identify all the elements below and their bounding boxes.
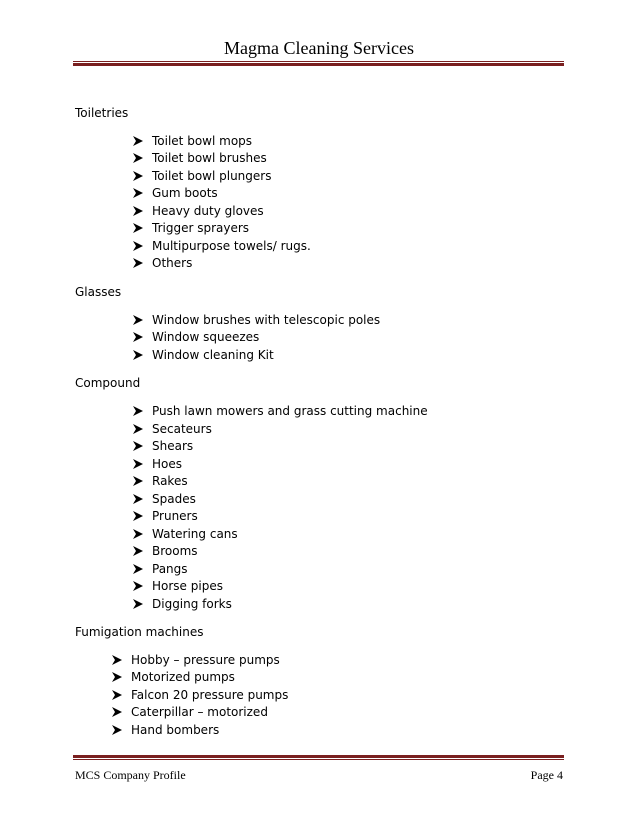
arrow-bullet-icon (132, 170, 144, 182)
list-item: Others (132, 255, 192, 271)
arrow-bullet-icon (132, 475, 144, 487)
list-item: Caterpillar – motorized (111, 704, 268, 720)
arrow-bullet-icon (111, 689, 123, 701)
header-title: Magma Cleaning Services (224, 38, 414, 58)
list-item: Trigger sprayers (132, 220, 249, 236)
list-item: Spades (132, 491, 196, 507)
list-item: Window cleaning Kit (132, 347, 274, 363)
section-title-fumigation-machines: Fumigation machines (75, 625, 204, 639)
arrow-bullet-icon (132, 458, 144, 470)
list-item: Rakes (132, 473, 188, 489)
arrow-bullet-icon (132, 423, 144, 435)
arrow-bullet-icon (132, 528, 144, 540)
header-rule (73, 61, 564, 66)
list-item: Pangs (132, 561, 188, 577)
list-item: Toilet bowl plungers (132, 168, 271, 184)
list-item: Horse pipes (132, 578, 223, 594)
list-item: Hoes (132, 456, 182, 472)
footer-company-profile: MCS Company Profile (75, 768, 186, 782)
list-item: Motorized pumps (111, 669, 235, 685)
arrow-bullet-icon (132, 240, 144, 252)
arrow-bullet-icon (111, 654, 123, 666)
list-item: Shears (132, 438, 193, 454)
arrow-bullet-icon (132, 135, 144, 147)
list-item: Hand bombers (111, 722, 219, 738)
list-item: Push lawn mowers and grass cutting machine (132, 403, 428, 419)
arrow-bullet-icon (132, 580, 144, 592)
list-item: Window brushes with telescopic poles (132, 312, 380, 328)
list-item: Secateurs (132, 421, 212, 437)
arrow-bullet-icon (132, 545, 144, 557)
arrow-bullet-icon (132, 440, 144, 452)
section-title-glasses: Glasses (75, 285, 122, 299)
footer-rule (73, 755, 564, 760)
arrow-bullet-icon (132, 331, 144, 343)
list-item: Brooms (132, 543, 198, 559)
list-item: Pruners (132, 508, 198, 524)
arrow-bullet-icon (132, 493, 144, 505)
arrow-bullet-icon (132, 152, 144, 164)
arrow-bullet-icon (132, 405, 144, 417)
footer-page-number: Page 4 (530, 768, 563, 782)
arrow-bullet-icon (132, 598, 144, 610)
arrow-bullet-icon (111, 706, 123, 718)
arrow-bullet-icon (132, 510, 144, 522)
section-title-compound: Compound (75, 376, 141, 390)
arrow-bullet-icon (132, 349, 144, 361)
arrow-bullet-icon (132, 257, 144, 269)
arrow-bullet-icon (132, 222, 144, 234)
list-item: Watering cans (132, 526, 238, 542)
list-item: Hobby – pressure pumps (111, 652, 280, 668)
arrow-bullet-icon (132, 187, 144, 199)
arrow-bullet-icon (132, 205, 144, 217)
arrow-bullet-icon (111, 671, 123, 683)
list-item: Gum boots (132, 185, 218, 201)
list-item: Heavy duty gloves (132, 203, 264, 219)
section-title-toiletries: Toiletries (75, 106, 129, 120)
arrow-bullet-icon (132, 563, 144, 575)
list-item: Window squeezes (132, 329, 259, 345)
arrow-bullet-icon (111, 724, 123, 736)
list-item: Falcon 20 pressure pumps (111, 687, 288, 703)
list-item: Digging forks (132, 596, 232, 612)
list-item: Multipurpose towels/ rugs. (132, 238, 311, 254)
arrow-bullet-icon (132, 314, 144, 326)
list-item: Toilet bowl brushes (132, 150, 267, 166)
list-item: Toilet bowl mops (132, 133, 252, 149)
